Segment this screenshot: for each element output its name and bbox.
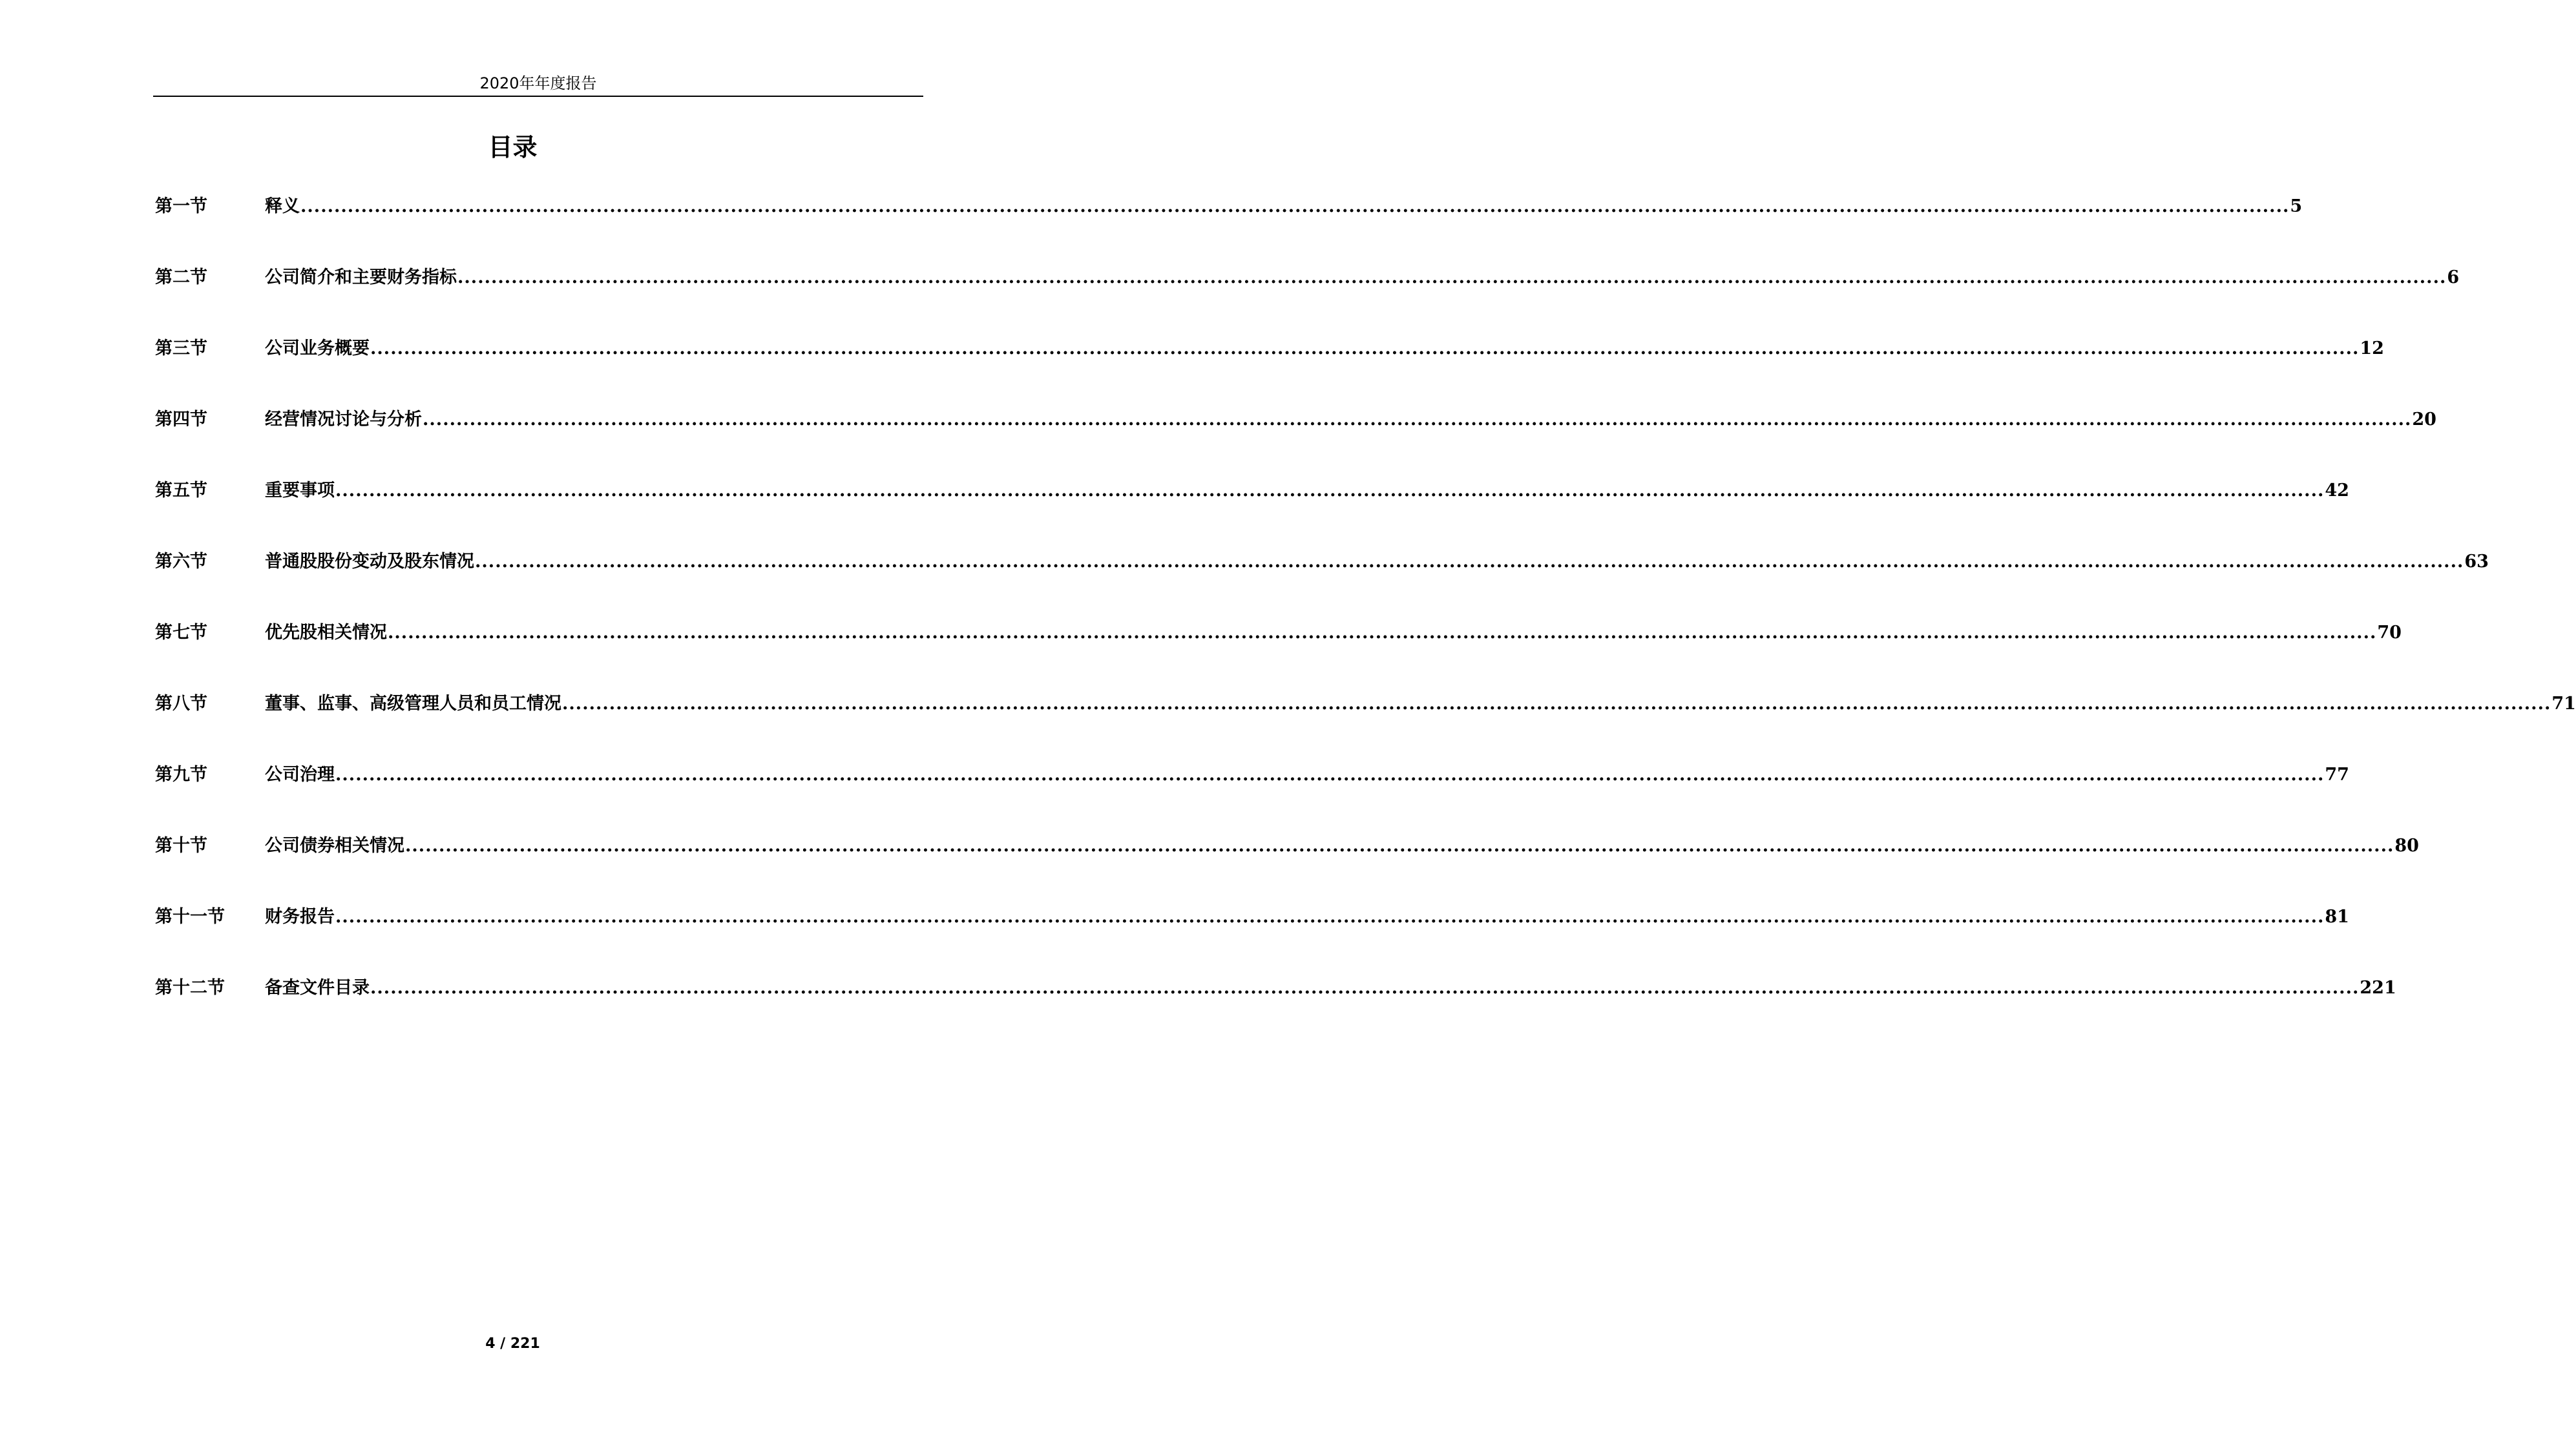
- toc-section-number: 第十一节: [155, 907, 225, 927]
- toc-page-number: 5: [2290, 196, 2303, 216]
- toc-dot-leader: [423, 404, 2411, 435]
- toc-dot-leader: [475, 546, 2464, 577]
- toc-page-number: 42: [2325, 481, 2349, 501]
- toc-page-number: 63: [2464, 552, 2489, 572]
- toc-section-number: 第九节: [155, 765, 207, 785]
- toc-dot-leader: [457, 262, 2446, 293]
- toc-entry-title: 优先股相关情况: [265, 623, 387, 643]
- toc-page-number: 80: [2394, 836, 2419, 856]
- toc-entry[interactable]: [155, 475, 2349, 546]
- toc-entry-title: 董事、监事、高级管理人员和员工情况: [265, 694, 561, 714]
- toc-entry[interactable]: [155, 617, 2402, 689]
- toc-entry-title: 公司业务概要: [265, 338, 370, 358]
- toc-page-number: 221: [2360, 978, 2396, 998]
- page-number-footer: 4 / 221: [485, 1336, 540, 1352]
- toc-section-number: 第四节: [155, 409, 207, 430]
- toc-dot-leader: [370, 333, 2359, 364]
- toc-entry-title: 公司治理: [265, 765, 335, 785]
- toc-entry[interactable]: [155, 973, 2396, 1044]
- toc-page-number: 12: [2360, 338, 2384, 358]
- toc-section-number: 第十节: [155, 836, 207, 856]
- toc-entry-title: 公司简介和主要财务指标: [265, 267, 457, 287]
- toc-page-number: 6: [2447, 267, 2460, 287]
- toc-entry-title: 财务报告: [265, 907, 335, 927]
- toc-dot-leader: [562, 689, 2551, 720]
- toc-entry[interactable]: [155, 689, 2576, 760]
- toc-entry[interactable]: [155, 546, 2489, 617]
- page-header: 2020年年度报告: [479, 74, 597, 92]
- toc-list: [155, 191, 2576, 1044]
- toc-section-number: 第五节: [155, 481, 207, 501]
- toc-section-number: 第八节: [155, 694, 207, 714]
- toc-section-number: 第一节: [155, 196, 207, 216]
- toc-dot-leader: [300, 191, 2289, 222]
- toc-dot-leader: [405, 831, 2394, 862]
- toc-page-number: 71: [2551, 694, 2576, 714]
- toc-section-number: 第十二节: [155, 978, 225, 998]
- toc-entry-title: 公司债券相关情况: [265, 836, 404, 856]
- header-divider: [153, 96, 923, 97]
- toc-entry[interactable]: [155, 831, 2419, 902]
- toc-entry[interactable]: [155, 191, 2303, 262]
- toc-page-number: 81: [2325, 907, 2349, 927]
- toc-section-number: 第二节: [155, 267, 207, 287]
- toc-entry-title: 释义: [265, 196, 300, 216]
- toc-entry[interactable]: [155, 262, 2460, 333]
- toc-entry-title: 经营情况讨论与分析: [265, 409, 422, 430]
- toc-dot-leader: [335, 760, 2324, 791]
- toc-section-number: 第六节: [155, 552, 207, 572]
- toc-page-number: 77: [2325, 765, 2349, 785]
- toc-dot-leader: [388, 617, 2376, 648]
- toc-section-number: 第七节: [155, 623, 207, 643]
- toc-section-number: 第三节: [155, 338, 207, 358]
- toc-entry[interactable]: [155, 404, 2436, 475]
- toc-entry-title: 重要事项: [265, 481, 335, 501]
- toc-page-number: 70: [2377, 623, 2402, 643]
- toc-dot-leader: [335, 475, 2324, 506]
- toc-page-number: 20: [2412, 409, 2436, 430]
- toc-entry[interactable]: [155, 902, 2349, 973]
- toc-title: 目录: [488, 133, 538, 161]
- toc-entry-title: 普通股股份变动及股东情况: [265, 552, 474, 572]
- toc-entry[interactable]: [155, 760, 2349, 831]
- toc-entry-title: 备查文件目录: [265, 978, 370, 998]
- toc-entry[interactable]: [155, 333, 2384, 404]
- toc-dot-leader: [335, 902, 2324, 933]
- toc-dot-leader: [370, 973, 2359, 1004]
